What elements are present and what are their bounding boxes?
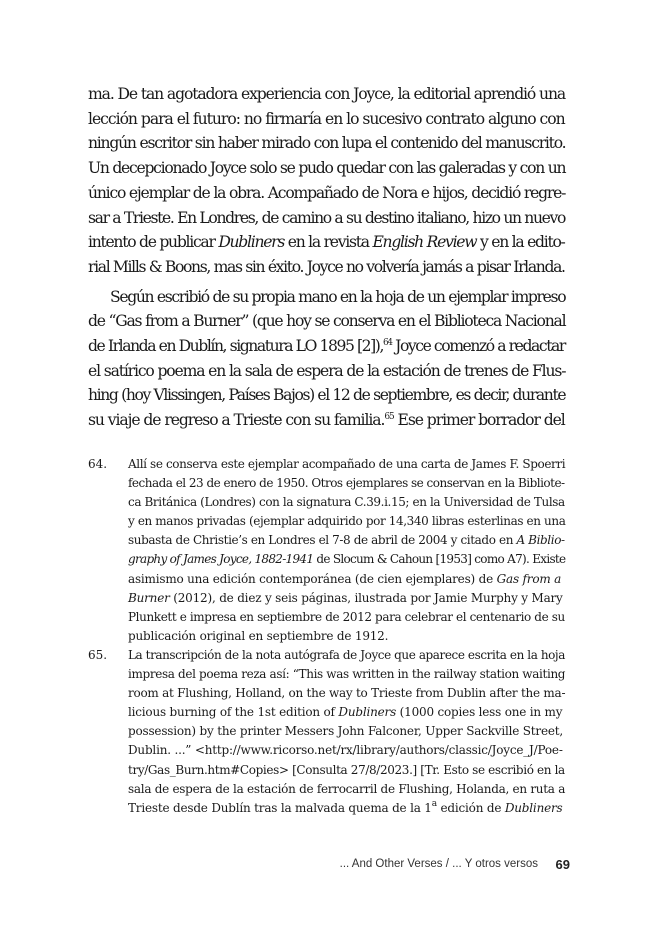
text-line: Según escribió de su propia mano en la hoja de un ejemplar impreso xyxy=(110,287,566,306)
footnote-line: possession) by the printer Messers John Falconer, Upper Sackville Street, xyxy=(128,724,564,739)
text-line: rial Mills & Boons, mas sin éxito. Joyce no volvería jamás a pisar Irlanda. xyxy=(88,257,565,276)
footnote-line: impresa del poema reza así: “This was written in the railway station waiting xyxy=(128,667,566,682)
text-line: lección para el futuro: no firmaría en lo sucesivo contrato alguno con xyxy=(88,109,565,128)
text-line: sar a Trieste. En Londres, de camino a su destino italiano, hizo un nuevo xyxy=(88,208,566,227)
footnote-line: sala de espera de la estación de ferrocarril de Flushing, Holanda, en ruta a xyxy=(128,781,566,796)
footnote-line: publicación original en septiembre de 1912. xyxy=(128,628,389,643)
footnote-line: Dublin. ...” <http://www.ricorso.net/rx/library/authors/classic/Joyce_J/Poe- xyxy=(128,743,563,758)
page-number: 69 xyxy=(555,857,570,872)
footnote-line: subasta de Christie’s en Londres el 7-8 de abril de 2004 y citado en A Biblio- xyxy=(128,533,565,548)
text-line: Un decepcionado Joyce solo se pudo quedar con las galeradas y con un xyxy=(88,159,566,178)
footnote-number: 64. xyxy=(88,457,108,471)
footnote-line: Trieste desde Dublín tras la malvada quema de la 1$^a$ edición de Dubliners xyxy=(128,798,563,815)
footnotes xyxy=(88,455,565,818)
footnote-line: room at Flushing, Holland, on the way to Trieste from Dublin after the ma- xyxy=(128,686,566,701)
footnote xyxy=(88,646,565,818)
footnote xyxy=(88,455,565,646)
footnote-line: Plunkett e impresa en septiembre de 2012 para celebrar el centenario de su xyxy=(128,609,565,624)
text-line: intento de publicar Dubliners en la revista English Review y en la edito- xyxy=(88,233,565,252)
footnote-line: y en manos privadas (ejemplar adquirido por 14,340 libras esterlinas en una xyxy=(128,514,566,529)
footnote-line: asimismo una edición contemporánea (de cien ejemplares) de Gas from a xyxy=(128,571,562,586)
text-line: de Irlanda en Dublín, signatura LO 1895 [2]),$^{64}$ Joyce comenzó a redactar xyxy=(88,337,565,356)
footnote-line: ca Británica (Londres) con la signatura C.39.i.15; en la Universidad de Tulsa xyxy=(128,495,565,510)
text-line: único ejemplar de la obra. Acompañado de Nora e hijos, decidió regre- xyxy=(88,183,566,202)
footnote-line: Burner (2012), de diez y seis páginas, ilustrada por Jamie Murphy y Mary xyxy=(128,590,563,605)
text-line: hing (hoy Vlissingen, Países Bajos) el 12 de septiembre, es decir, durante xyxy=(88,386,566,405)
footnote-line: licious burning of the 1st edition of Dubliners (1000 copies less one in my xyxy=(128,705,563,720)
text-line: de “Gas from a Burner” (que hoy se conserva en el Biblioteca Nacional xyxy=(88,312,566,331)
footnote-number: 65. xyxy=(88,647,108,662)
text-line: su viaje de regreso a Trieste con su familia.$^{65}$ Ese primer borrador del xyxy=(88,411,565,430)
footnote-line: Allí se conserva este ejemplar acompañado de una carta de James F. Spoerri xyxy=(128,457,566,471)
text-line: ningún escritor sin haber mirado con lupa el contenido del manuscrito. xyxy=(88,134,566,153)
page-footer xyxy=(300,857,570,877)
footnote-line: try/Gas_Burn.htm#Copies> [Consulta 27/8/2023.] [Tr. Esto se escribió en la xyxy=(128,762,565,777)
text-line: ma. De tan agotadora experiencia con Joyce, la editorial aprendió una xyxy=(88,85,566,103)
footnote-line: fechada el 23 de enero de 1950. Otros ejemplares se conservan en la Bibliote- xyxy=(128,476,565,491)
footnote-line: La transcripción de la nota autógrafa de Joyce que aparece escrita en la hoja xyxy=(128,647,565,662)
paragraph xyxy=(88,285,565,433)
main-text xyxy=(88,82,565,433)
paragraph xyxy=(88,82,565,280)
text-line: el satírico poema en la sala de espera de la estación de trenes de Flus- xyxy=(88,361,566,380)
footnote-line: graphy of James Joyce, 1882-1941 de Slocum & Cahoun [1953] como A7). Existe xyxy=(128,552,566,567)
running-title: ... And Other Verses / ... Y otros versos xyxy=(339,858,538,870)
